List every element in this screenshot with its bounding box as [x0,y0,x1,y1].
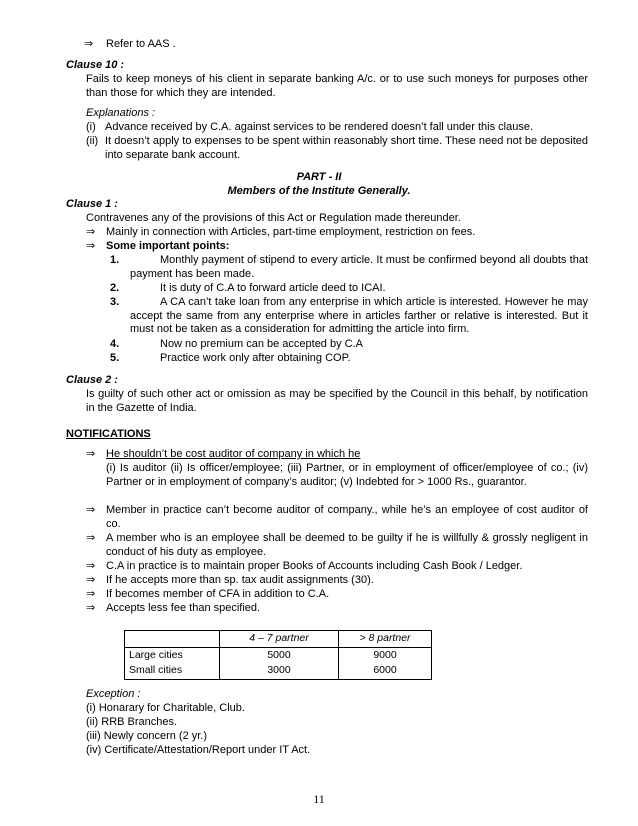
arrow-icon: ⇒ [86,560,96,572]
clause1-text: Contravenes any of the provisions of this Act or Regulation made thereunder. [86,212,461,224]
exception-item: (ii) RRB Branches. [86,716,178,728]
part-title: PART - II [296,171,342,183]
table-cell: 9000 [339,647,432,663]
notification-item: He shouldn’t be cost auditor of company in which he [106,448,361,460]
notification-item: Accepts less fee than specified. [106,602,261,614]
part-subtitle: Members of the Institute Generally. [227,185,411,197]
table-header-cell: > 8 partner [339,631,432,648]
exp-num: (ii) [86,135,99,147]
point-num: 1. [110,254,120,266]
table-cell: 3000 [220,663,339,679]
exp-text: Advance received by C.A. against services to be rendered doesn’t fall under this clause. [105,121,534,133]
point-text: Monthly payment of stipend to every article. It must be confirmed beyond all doubts that payment has been made. [130,254,588,280]
table-cell: 6000 [339,663,432,679]
arrow-icon: ⇒ [86,532,96,544]
exception-item: (i) Honarary for Charitable, Club. [86,702,245,714]
arrow-icon: ⇒ [86,448,96,460]
point-num: 4. [110,338,120,350]
table-row [125,663,432,679]
clause1-bullet: Some important points: [106,240,230,252]
clause1-bullet: Mainly in connection with Articles, part-time employment, restriction on fees. [106,226,476,238]
clause10-exp-heading: Explanations : [86,107,156,119]
arrow-icon: ⇒ [86,574,96,586]
exception-item: (iii) Newly concern (2 yr.) [86,730,208,742]
table-header-row [125,631,432,648]
page-number: 11 [313,792,325,806]
point-text: It is duty of C.A to forward article deed to ICAI. [160,282,386,294]
point-num: 2. [110,282,120,294]
notification-item: Member in practice can’t become auditor of company., while he’s an employee of cost auditor of co. [106,504,588,530]
notifications-heading: NOTIFICATIONS [66,428,151,440]
refer-text: Refer to AAS . [106,38,176,50]
clause1-heading: Clause 1 : [66,198,118,210]
exp-text: It doesn’t apply to expenses to be spent within reasonably short time. These need not be deposited into separate bank account. [105,135,588,161]
point-num: 5. [110,352,120,364]
table-cell: Large cities [125,647,220,663]
arrow-icon: ⇒ [86,588,96,600]
exp-num: (i) [86,121,96,133]
table-header-cell [125,631,220,648]
notification-item: C.A in practice is to maintain proper Books of Accounts including Cash Book / Ledger. [106,560,523,572]
arrow-icon: ⇒ [84,38,94,50]
arrow-icon: ⇒ [86,602,96,614]
notification-detail: (i) Is auditor (ii) Is officer/employee; (iii) Partner, or in employment of officer/employee of co.; (iv) Partner or in employment of company’s auditor; (v) Indebted for > 1000 Rs., guarantor. [106,462,588,488]
point-text: Now no premium can be accepted by C.A [160,338,363,350]
exception-heading: Exception : [86,688,141,700]
table-header-cell: 4 – 7 partner [220,631,339,648]
notification-item: If becomes member of CFA in addition to C.A. [106,588,330,600]
table-row [125,647,432,663]
fee-table [124,630,432,680]
arrow-icon: ⇒ [86,504,96,516]
notification-item: If he accepts more than sp. tax audit assignments (30). [106,574,374,586]
table-cell: Small cities [125,663,220,679]
point-num: 3. [110,296,120,308]
clause2-text: Is guilty of such other act or omission as may be specified by the Council in this behalf, by notification in the Gazette of India. [86,388,588,414]
exception-item: (iv) Certificate/Attestation/Report under IT Act. [86,744,311,756]
point-text: Practice work only after obtaining COP. [160,352,351,364]
clause10-heading: Clause 10 : [66,59,125,71]
arrow-icon: ⇒ [86,226,96,238]
clause2-heading: Clause 2 : [66,374,118,386]
arrow-icon: ⇒ [86,240,96,252]
table-cell: 5000 [220,647,339,663]
clause10-text: Fails to keep moneys of his client in separate banking A/c. or to use such moneys for purposes other than those for which they are intended. [86,73,588,99]
point-text: A CA can’t take loan from any enterprise in which article is interested. However he may accept the same from any enterprise where in articles farther or relative is interested. But it must not be taken as a consideration for admitting the article into firm. [130,296,588,335]
notification-item: A member who is an employee shall be deemed to be guilty if he is willfully & grossly negligent in conduct of his duty as employee. [106,532,588,558]
